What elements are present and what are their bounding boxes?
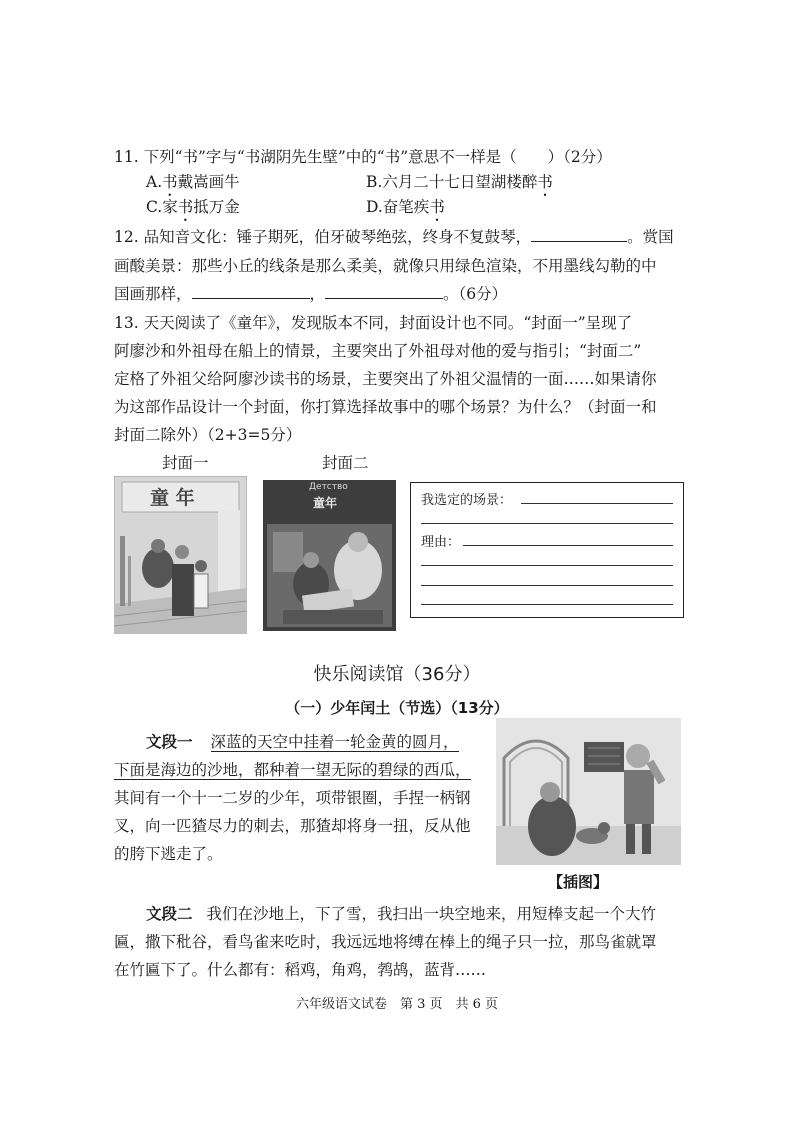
- passage1-line3: 其间有一个十一二岁的少年，项带银圈，手捏一柄钢: [114, 789, 471, 807]
- q11-option-b[interactable]: B.六月二十七日望湖楼醉书: [366, 173, 553, 191]
- illustration-caption: 【插图】: [548, 873, 609, 891]
- answer-blank[interactable]: [192, 284, 310, 299]
- q13-line4: 为这部作品设计一个封面，你打算选择故事中的哪个场景？为什么？（封面一和: [114, 398, 657, 416]
- q12-line1: 12. 品知音文化：锤子期死，伯牙破琴绝弦，终身不复鼓琴， 。赏国: [114, 228, 674, 246]
- cover2-subtitle: Детство: [309, 482, 348, 492]
- answer-blank[interactable]: [531, 227, 627, 242]
- q11-option-d[interactable]: D.奋笔疾书: [366, 198, 445, 216]
- q12-line3: 国画那样， ， 。（6分）: [114, 285, 508, 303]
- q11-option-a[interactable]: A.书戴嵩画牛: [146, 173, 240, 191]
- reason-answer-line[interactable]: [421, 585, 673, 586]
- q13-line1: 13. 天天阅读了《童年》，发现版本不同，封面设计也不同。“封面一”呈现了: [114, 314, 633, 332]
- passage-illustration: [496, 718, 681, 865]
- q13-line5: 封面二除外）（2+3=5分）: [114, 426, 302, 444]
- reason-answer-line[interactable]: [421, 604, 673, 605]
- q11-option-c[interactable]: C.家书抵万金: [146, 198, 240, 216]
- passage2-label: 文段二: [146, 905, 193, 923]
- q12-line2: 画酸美景：那些小丘的线条是那么柔美，就像只用绿色渲染，不用墨线勾勒的中: [114, 257, 657, 275]
- page-footer: 六年级语文试卷 第 3 页 共 6 页: [295, 997, 499, 1012]
- reason-answer-line[interactable]: [463, 545, 673, 546]
- cover1-label: 封面一: [162, 454, 209, 472]
- answer-box: [410, 482, 684, 618]
- passage2-line1: 文段二 我们在沙地上，下了雪，我扫出一块空地来，用短棒支起一个大竹: [146, 905, 657, 923]
- scene-answer-line[interactable]: [421, 523, 673, 524]
- passage1-line5: 的胯下逃走了。: [114, 845, 223, 863]
- reason-answer-line[interactable]: [421, 565, 673, 566]
- passage1-line2: [114, 759, 471, 781]
- underlined-text: 深蓝的天空中挂着一轮金黄的圆月，: [210, 733, 459, 751]
- passage1-line4: 叉，向一匹猹尽力的刺去，那猹却将身一扭，反从他: [114, 817, 471, 835]
- passage1-label: 文段一: [146, 733, 193, 751]
- emphasis-dot-char: 书: [537, 173, 553, 191]
- cover2-title: 童年: [313, 496, 338, 510]
- underlined-text: 下面是海边的沙地，都种着一望无际的碧绿的西瓜，: [114, 761, 471, 779]
- cover2-label: 封面二: [322, 454, 369, 472]
- passage2-line2: 匾，撒下秕谷，看鸟雀来吃时，我远远地将缚在棒上的绳子只一拉，那鸟雀就罩: [114, 933, 657, 951]
- cover1-title: 童 年: [150, 487, 195, 509]
- cover1-image: [114, 476, 247, 634]
- q13-line3: 定格了外祖父给阿廖沙读书的场景，主要突出了外祖父温情的一面……如果请你: [114, 370, 657, 388]
- q11-stem: 11. 下列“书”字与“书湖阴先生壁”中的“书”意思不一样是（ ）（2分）: [114, 148, 612, 166]
- reason-label: 理由：: [421, 535, 461, 550]
- q13-line2: 阿廖沙和外祖母在船上的情景，主要突出了外祖母对他的爱与指引；“封面二”: [114, 342, 642, 360]
- scene-label: 我选定的场景：: [421, 493, 513, 508]
- emphasis-dot-char: 书: [177, 198, 194, 216]
- cover2-image: [263, 480, 396, 631]
- passage1-line1: [146, 731, 459, 753]
- scene-answer-line[interactable]: [521, 503, 673, 504]
- passage2-line3: 在竹匾下了。什么都有：稻鸡，角鸡，鹁鸪，蓝背……: [114, 961, 487, 979]
- emphasis-dot-char: 书: [429, 198, 445, 216]
- answer-blank[interactable]: [325, 284, 443, 299]
- section-subtitle: （一）少年闰土（节选）（13分）: [285, 699, 509, 717]
- section-title: 快乐阅读馆（36分）: [313, 664, 481, 685]
- emphasis-dot-char: 书: [162, 173, 178, 191]
